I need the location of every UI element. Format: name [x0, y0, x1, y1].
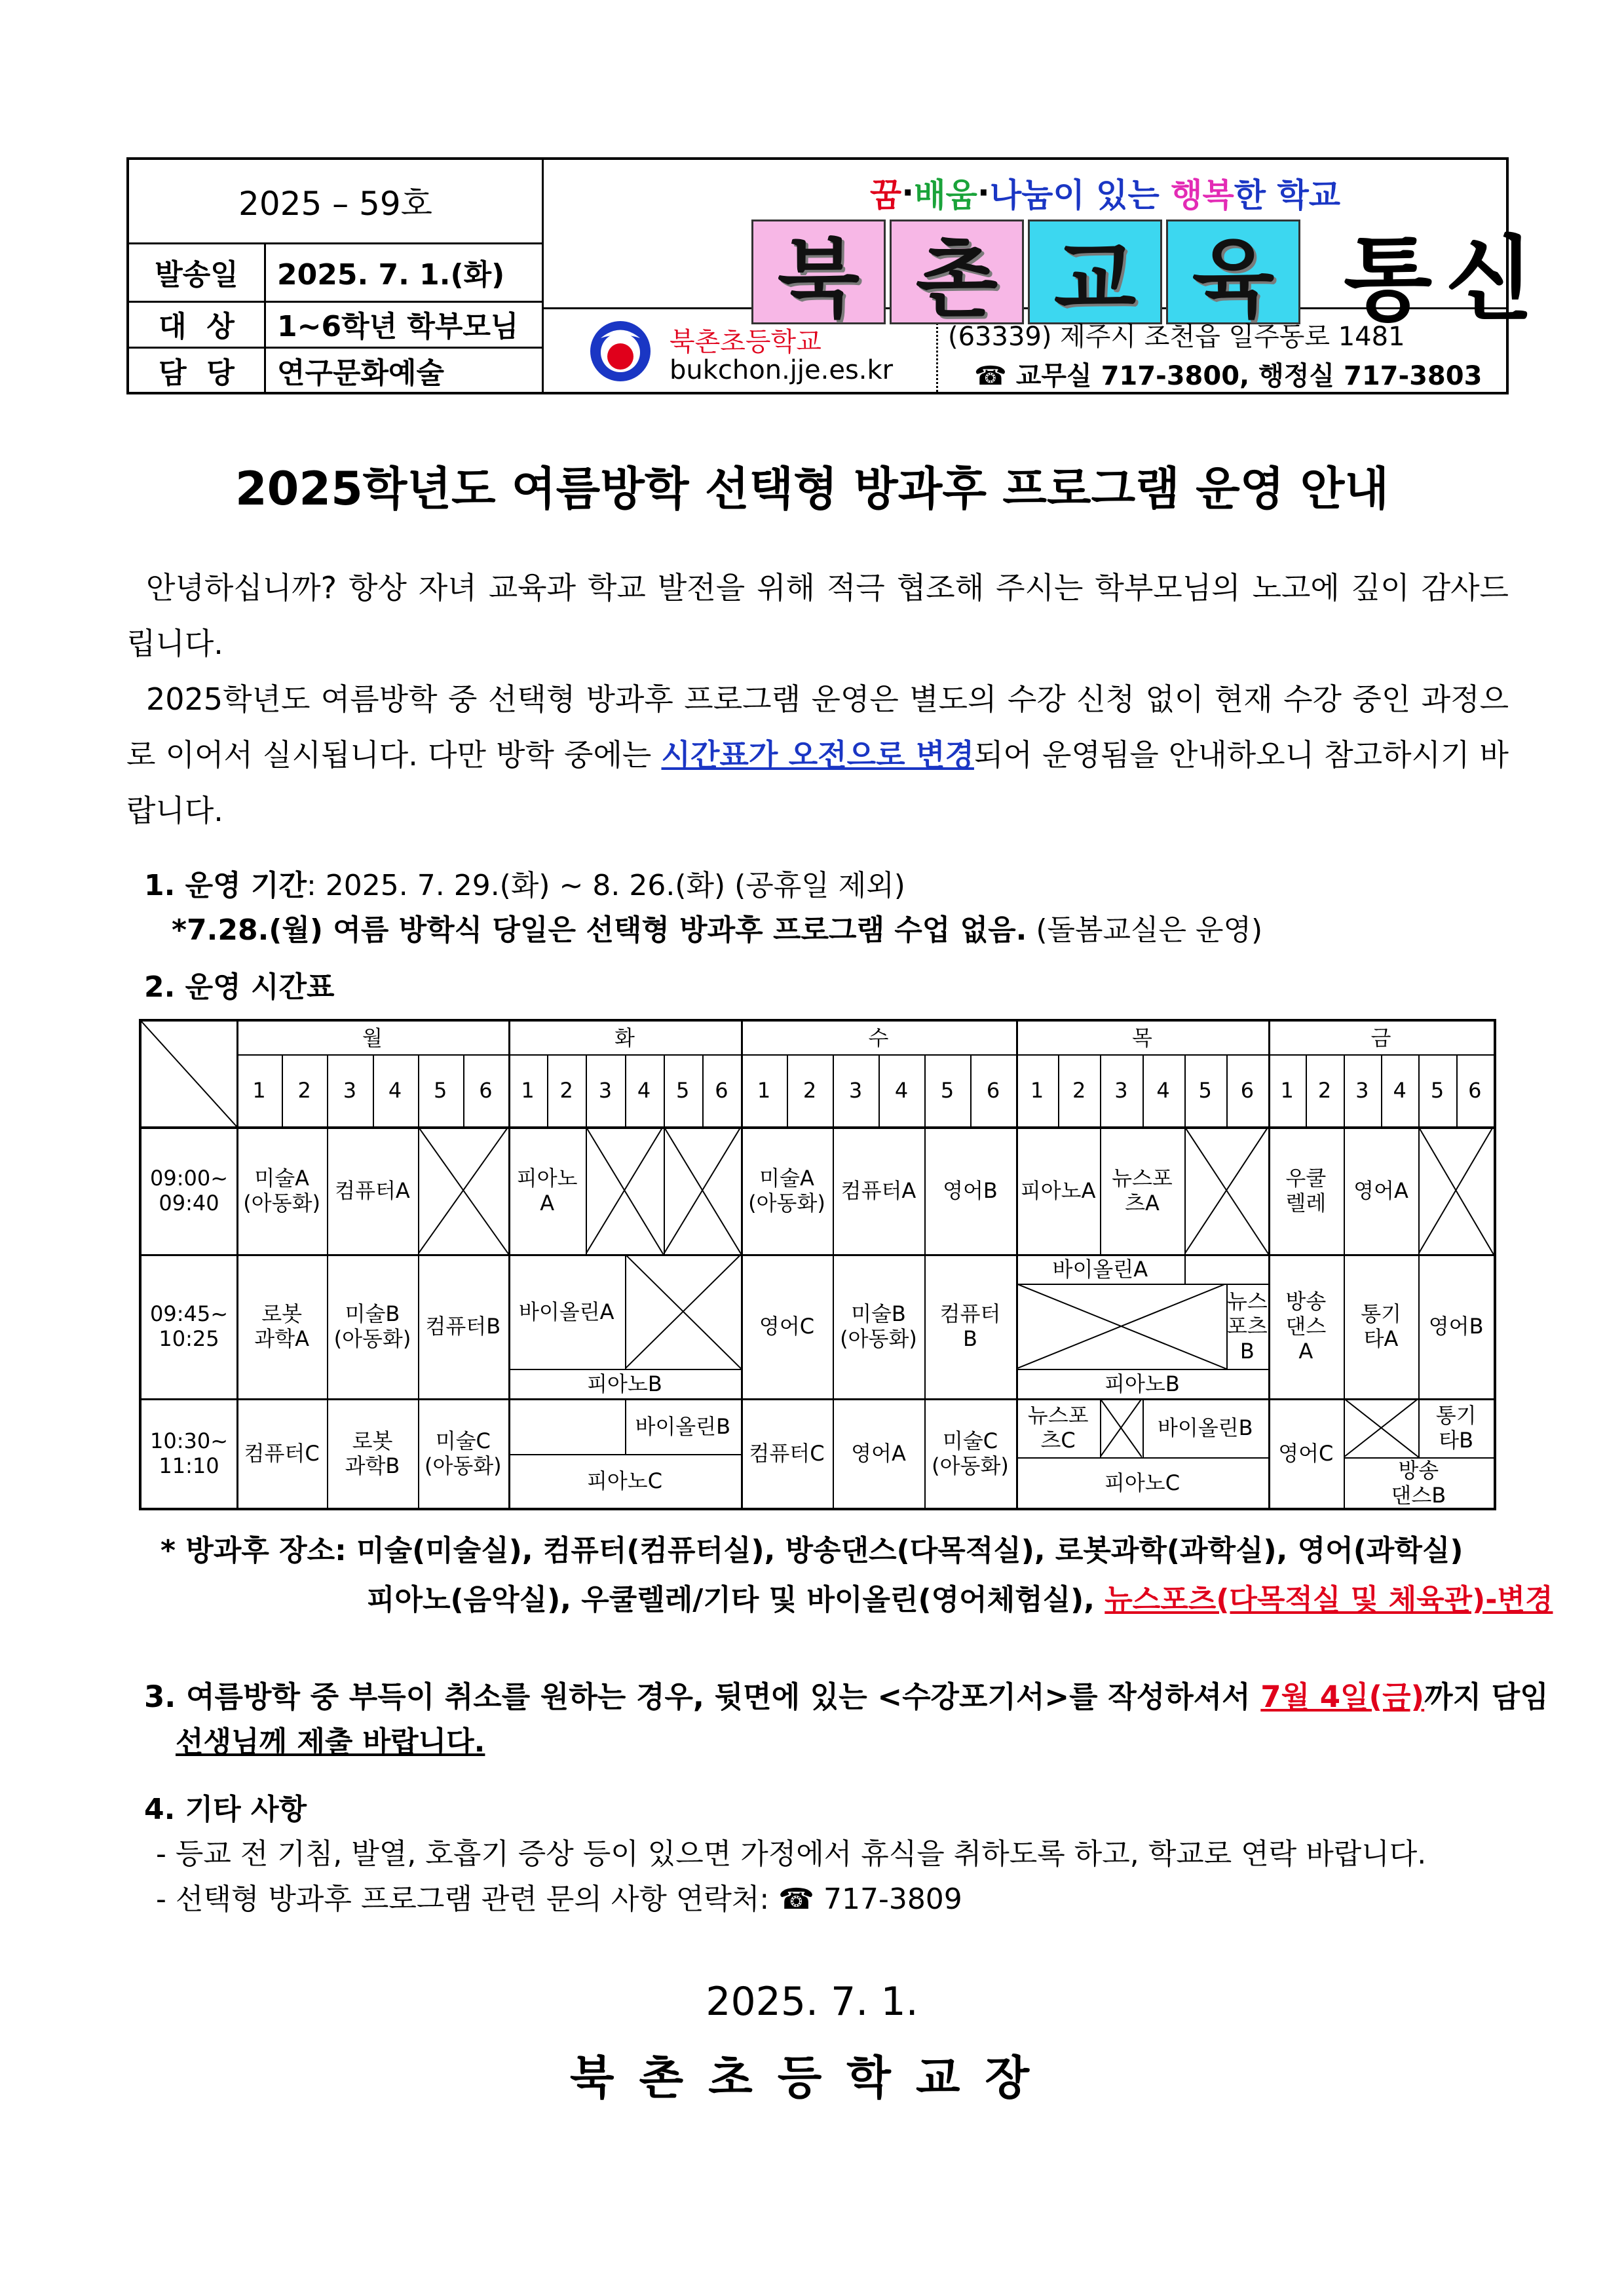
grade-header: 2 — [297, 1078, 311, 1103]
empty-slot-cross — [625, 1254, 742, 1369]
program-slot: 영어A — [851, 1440, 906, 1466]
grade-header: 1 — [757, 1078, 771, 1103]
grade-header: 3 — [343, 1078, 357, 1103]
empty-slot-cross — [1016, 1284, 1226, 1369]
program-slot: 미술A (아동화) — [748, 1165, 825, 1215]
program-slot: 통기 타B — [1435, 1403, 1477, 1453]
grade-header: 3 — [1114, 1078, 1128, 1103]
program-slot: 피아노A — [1020, 1177, 1096, 1203]
empty-slot-cross — [1344, 1398, 1419, 1457]
program-slot: 뉴스 포츠 B — [1226, 1289, 1268, 1364]
program-slot: 피아노B — [1105, 1371, 1180, 1396]
grade-header: 5 — [1430, 1078, 1445, 1103]
program-slot: 미술A (아동화) — [243, 1165, 321, 1215]
slogan-part: 이 있는 — [1053, 176, 1171, 214]
slogan-part: 꿈 — [869, 176, 902, 214]
grade-header: 6 — [1468, 1078, 1482, 1103]
other-matters-heading: 4. 기타 사항 — [144, 1793, 307, 1826]
empty-slot-cross — [586, 1126, 663, 1254]
empty-slot-cross — [664, 1126, 741, 1254]
program-slot: 컴퓨터C — [244, 1440, 320, 1466]
contact-notice: - 선택형 방과후 프로그램 관련 문의 사항 연락처: ☎ 717-3809 — [156, 1883, 962, 1916]
program-slot: 통기 타A — [1361, 1301, 1401, 1351]
timetable-heading: 2. 운영 시간표 — [144, 970, 335, 1004]
footer-date: 2025. 7. 1. — [706, 1979, 918, 2025]
manager-label: 담 당 — [159, 356, 235, 390]
schedule-change-highlight: 시간표가 오전으로 변경 — [661, 737, 974, 773]
send-date-label: 발송일 — [155, 258, 238, 292]
program-slot: 영어B — [1428, 1314, 1484, 1339]
school-url[interactable]: bukchon.jje.es.kr — [670, 355, 894, 385]
program-slot: 컴퓨터A — [335, 1177, 410, 1203]
program-slot: 미술C (아동화) — [932, 1428, 1009, 1478]
school-emblem-icon — [588, 318, 653, 384]
school-info — [542, 309, 935, 394]
empty-slot-cross — [418, 1126, 508, 1254]
program-slot: 바이올린A — [1052, 1256, 1148, 1282]
school-address: (63339) 제주시 조천읍 일주동로 1481 — [948, 322, 1405, 352]
timetable — [139, 1019, 1496, 1510]
principal-signature: 북촌초등학교장 — [569, 2051, 1055, 2105]
slogan-part: · — [977, 174, 990, 212]
time-slot: 10:30~ 11:10 — [149, 1428, 229, 1478]
grade-header: 1 — [1280, 1078, 1294, 1103]
school-name: 북촌초등학교 — [670, 327, 821, 357]
grade-header: 6 — [1240, 1078, 1255, 1103]
target-label: 대 상 — [159, 310, 235, 343]
program-slot: 영어C — [759, 1314, 815, 1339]
table-gridline — [1184, 1254, 1186, 1284]
send-date-value: 2025. 7. 1.(화) — [277, 258, 505, 292]
cancellation-notice-line-2: 선생님께 제출 바랍니다. — [176, 1725, 485, 1759]
grade-header: 4 — [637, 1078, 651, 1103]
grade-header: 1 — [1030, 1078, 1044, 1103]
target-value: 1~6학년 학부모님 — [277, 310, 519, 343]
empty-slot-cross — [1100, 1398, 1142, 1457]
grade-header: 5 — [676, 1078, 690, 1103]
grade-header: 3 — [598, 1078, 613, 1103]
operation-period: 1. 운영 기간: 2025. 7. 29.(화) ~ 8. 26.(화) (공휴일 제외) — [144, 869, 905, 902]
places-line-2: 피아노(음악실), 우쿨렐레/기타 및 바이올린(영어체험실), 뉴스포츠(다목적실 및 체육관)-변경 — [367, 1583, 1553, 1617]
program-slot: 방송 댄스B — [1391, 1457, 1446, 1508]
intro-paragraph-2: 2025학년도 여름방학 중 선택형 방과후 프로그램 운영은 별도의 수강 신청 없이 현재 수강 중인 과정으로 이어서 실시됩니다. 다만 방학 중에는 시간표가 오전으로 변경되어 운영됨을 안내하오니 참고하시기 바랍니다. — [126, 681, 1509, 828]
grade-header: 6 — [715, 1078, 728, 1103]
empty-slot-cross — [1418, 1126, 1494, 1254]
time-slot: 09:00~ 09:40 — [149, 1165, 229, 1215]
grade-header: 2 — [559, 1078, 573, 1103]
grade-header: 6 — [479, 1078, 493, 1103]
grade-header: 5 — [434, 1078, 447, 1103]
empty-slot-cross — [1184, 1126, 1268, 1254]
program-slot: 컴퓨터 B — [939, 1301, 1001, 1351]
places-line-1: * 방과후 장소: 미술(미술실), 컴퓨터(컴퓨터실), 방송댄스(다목적실), 로봇과학(과학실), 영어(과학실) — [161, 1534, 1463, 1567]
program-slot: 미술B (아동화) — [840, 1301, 917, 1351]
cancellation-notice: 3. 여름방학 중 부득이 취소를 원하는 경우, 뒷면에 있는 <수강포기서>를 작성하셔서 7월 4일(금)까지 담임 — [144, 1679, 1549, 1714]
program-slot: 미술B (아동화) — [333, 1301, 411, 1351]
deadline-date: 7월 4일(금) — [1260, 1679, 1425, 1714]
program-slot: 영어B — [943, 1177, 998, 1203]
grade-header: 2 — [803, 1078, 817, 1103]
closing-day-note: *7.28.(월) 여름 방학식 당일은 선택형 방과후 프로그램 수업 없음. (돌봄교실은 운영) — [172, 913, 1263, 947]
slogan-part: 배움 — [914, 176, 977, 214]
grade-header: 2 — [1317, 1078, 1332, 1103]
program-slot: 미술C (아동화) — [424, 1428, 502, 1478]
program-slot: 피아노C — [586, 1468, 663, 1493]
intro-paragraph-1: 안녕하십니까? 항상 자녀 교육과 학교 발전을 위해 적극 협조해 주시는 학부모님의 노고에 깊이 감사드립니다. — [126, 570, 1509, 661]
grade-header: 1 — [521, 1078, 535, 1103]
document-title: 2025학년도 여름방학 선택형 방과후 프로그램 운영 안내 — [235, 462, 1389, 516]
program-slot: 바이올린A — [518, 1299, 614, 1324]
program-slot: 영어A — [1353, 1177, 1408, 1203]
day-header: 수 — [868, 1025, 889, 1050]
grade-header: 3 — [848, 1078, 863, 1103]
slogan-part: 한 학교 — [1234, 176, 1341, 214]
program-slot: 피아노C — [1104, 1470, 1180, 1495]
grade-header: 4 — [388, 1078, 402, 1103]
program-slot: 뉴스포 츠C — [1027, 1403, 1089, 1453]
day-header: 목 — [1132, 1025, 1152, 1050]
program-slot: 로봇 과학A — [254, 1301, 310, 1351]
grade-header: 4 — [894, 1078, 909, 1103]
title-tile-3: 교 — [1028, 220, 1162, 324]
program-slot: 우쿨 렐레 — [1285, 1165, 1327, 1215]
program-slot: 피아노B — [587, 1371, 662, 1396]
newsports-change-note: 뉴스포츠(다목적실 및 체육관)-변경 — [1105, 1583, 1553, 1617]
program-slot: 컴퓨터B — [425, 1314, 501, 1339]
program-slot: 컴퓨터C — [749, 1440, 825, 1466]
manager-value: 연구문화예술 — [277, 356, 445, 390]
program-slot: 로봇 과학B — [345, 1428, 400, 1478]
day-header: 화 — [614, 1025, 635, 1050]
grade-header: 2 — [1072, 1078, 1086, 1103]
grade-header: 3 — [1355, 1078, 1369, 1103]
grade-header: 5 — [1198, 1078, 1212, 1103]
time-slot: 09:45~ 10:25 — [149, 1301, 229, 1351]
program-slot: 컴퓨터A — [840, 1177, 916, 1203]
grade-header: 5 — [940, 1078, 954, 1103]
title-tile-1: 북 — [751, 220, 886, 324]
program-slot: 피아노 A — [516, 1165, 578, 1215]
day-header: 월 — [362, 1025, 383, 1050]
school-phones: ☎ 교무실 717-3800, 행정실 717-3803 — [974, 361, 1482, 391]
grade-header: 4 — [1156, 1078, 1170, 1103]
program-slot: 영어C — [1278, 1440, 1334, 1466]
health-notice: - 등교 전 기침, 발열, 호흡기 증상 등이 있으면 가정에서 휴식을 취하도록 하고, 학교로 연락 바랍니다. — [156, 1837, 1427, 1871]
grade-header: 6 — [986, 1078, 1000, 1103]
newsletter-header — [126, 157, 1547, 394]
timetable-corner — [142, 1022, 236, 1126]
program-slot: 바이올린B — [1157, 1415, 1253, 1440]
slogan-part: · — [901, 174, 915, 212]
title-word: 통신 — [1344, 226, 1547, 334]
title-tile-2: 촌 — [890, 220, 1024, 324]
program-slot: 방송 댄스 A — [1285, 1289, 1327, 1364]
title-tile-4: 육 — [1166, 220, 1300, 324]
grade-header: 1 — [252, 1078, 266, 1103]
day-header: 금 — [1370, 1025, 1391, 1050]
slogan-part: 행복 — [1171, 176, 1234, 214]
issue-number: 2025 – 59호 — [238, 185, 432, 223]
grade-header: 4 — [1393, 1078, 1407, 1103]
program-slot: 바이올린B — [635, 1413, 731, 1439]
slogan-part: 나눔 — [989, 176, 1053, 214]
program-slot: 뉴스포 츠A — [1112, 1165, 1173, 1215]
masthead — [542, 160, 1547, 334]
